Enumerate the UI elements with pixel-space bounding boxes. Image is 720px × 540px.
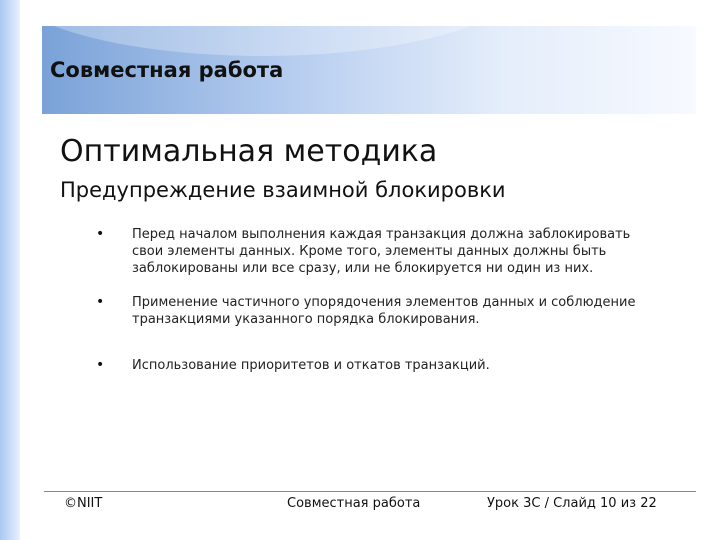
bullet-line: Использование приоритетов и откатов транзакций. xyxy=(132,358,490,373)
slide-subtitle: Предупреждение взаимной блокировки xyxy=(60,178,506,202)
bullet-item xyxy=(96,226,676,294)
bullet-item xyxy=(96,294,676,357)
slide-title: Оптимальная методика xyxy=(60,134,438,169)
bullet-icon: • xyxy=(96,294,105,310)
bullet-item xyxy=(96,357,676,374)
bullet-icon: • xyxy=(96,226,105,242)
bullet-icon: • xyxy=(96,357,105,373)
bullet-line: транзакциями указанного порядка блокирования. xyxy=(132,312,480,327)
footer-title: Совместная работа xyxy=(287,496,421,511)
bullet-line: Перед началом выполнения каждая транзакция должна заблокировать xyxy=(132,227,631,242)
header-swoosh xyxy=(42,26,522,56)
header-title: Совместная работа xyxy=(50,58,284,82)
footer-divider xyxy=(44,491,696,492)
footer-slide-number: Урок 3C / Слайд 10 из 22 xyxy=(487,496,657,511)
footer-copyright: ©NIIT xyxy=(64,496,103,511)
bullet-list xyxy=(96,226,676,374)
bullet-line: заблокированы или все сразу, или не блокируется ни один из них. xyxy=(132,261,594,276)
left-decorative-bar xyxy=(0,0,20,540)
bullet-line: свои элементы данных. Кроме того, элементы данных должны быть xyxy=(132,244,607,259)
bullet-line: Применение частичного упорядочения элементов данных и соблюдение xyxy=(132,295,636,310)
